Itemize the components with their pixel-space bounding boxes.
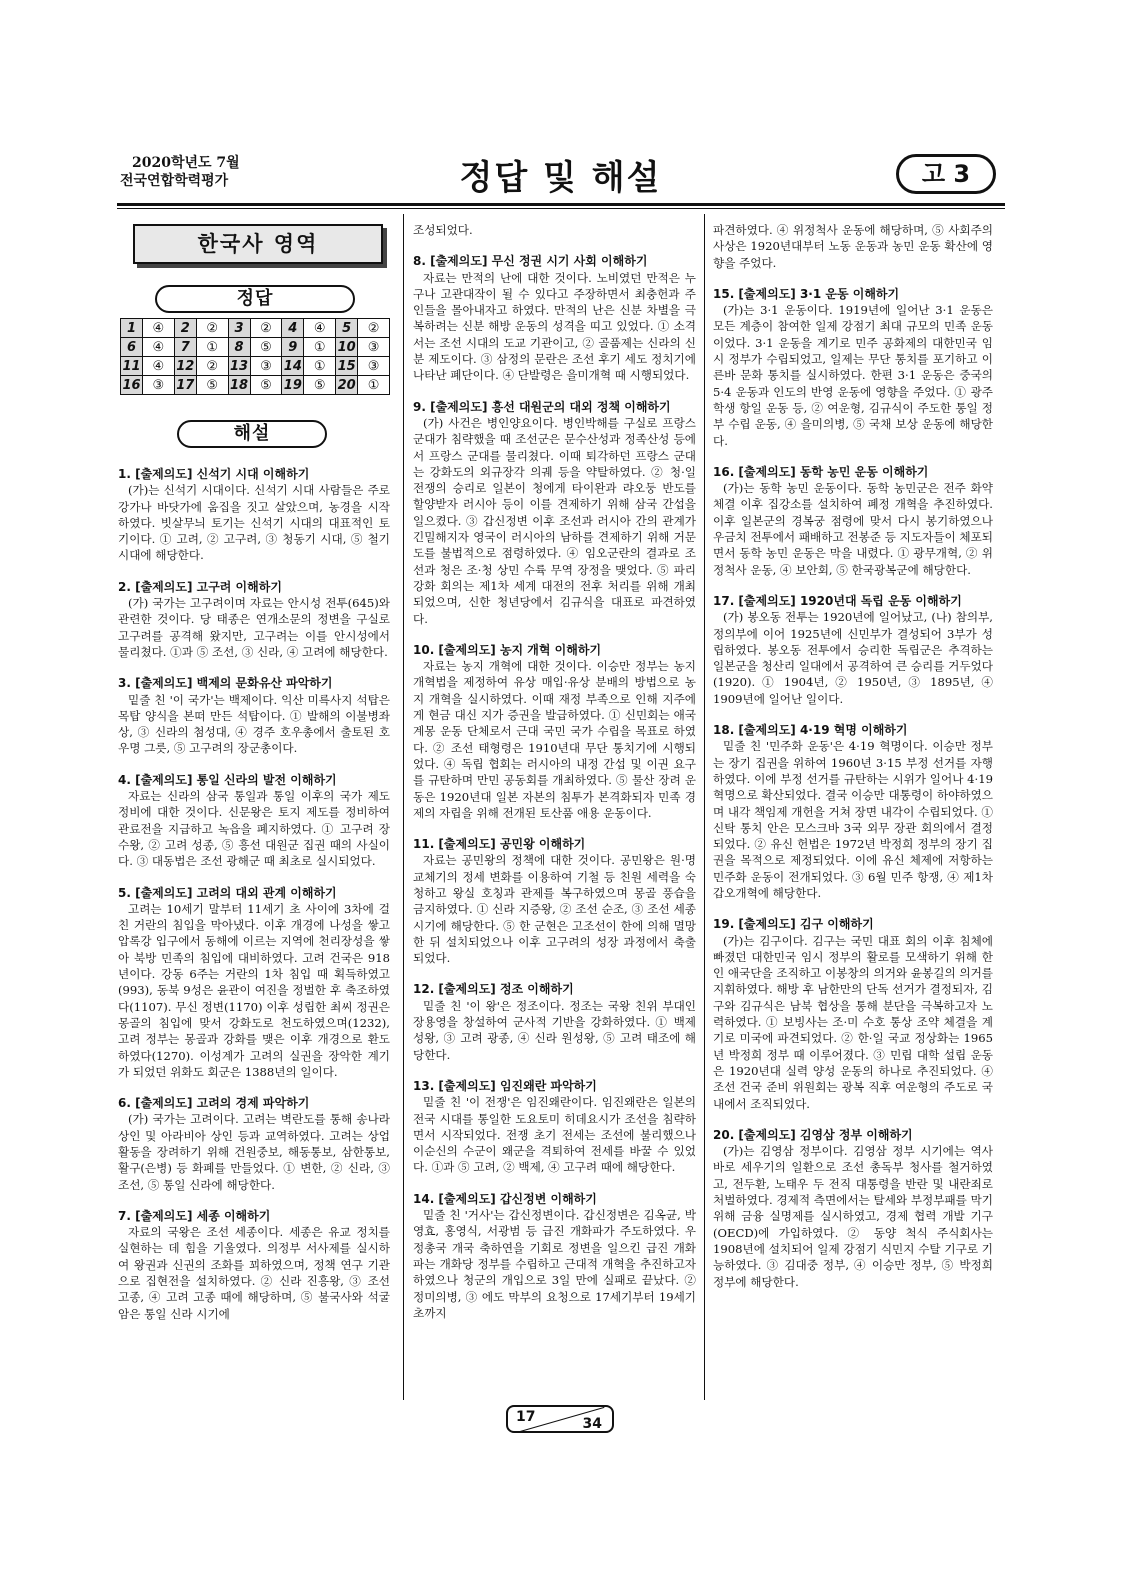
question-number: 12: [176, 358, 195, 374]
answer-choice: ③: [358, 338, 390, 357]
q16-title: 16. [출제의도] 동학 농민 운동 이해하기: [713, 464, 929, 479]
q11-title: 11. [출제의도] 공민왕 이해하기: [413, 837, 586, 852]
question-number: 6: [121, 338, 143, 357]
answer-choice: ⑤: [196, 376, 228, 395]
q15-title: 15. [출제의도] 3·1 운동 이해하기: [713, 286, 900, 301]
question-number: 19: [283, 377, 302, 393]
question-number: 14: [283, 358, 302, 374]
question-number: 4: [282, 319, 304, 338]
question-number: 5: [336, 319, 358, 338]
q10-body: 자료는 농지 개혁에 대한 것이다. 이승만 정부는 농지 개혁법을 제정하여 유상 매입·유상 분배의 방법으로 농지 개혁을 실시하였다. 이때 재정 부족으로 인해 지주에게 현금 대신 지가 증권을 발급하였다. ① 신민회는 애국 계몽 운동 단체로서 근대 국민 국가 수립을 목표로 하였다. ② 조선 태형령은 1910년대 무단 통치기에 시행되었다. ④ 독립 협회는 러시아의 내정 간섭 및 이권 요구를 규탄하며 만민 공동회를 개최하였다. ⑤ 물산 장려 운동은 1920년대 일본 자본의 침투가 본격화되자 민족 경제의 자립을 위해 전개된 토산품 애용 운동이다.: [413, 659, 696, 820]
question-number: 8: [228, 338, 250, 357]
q9-body: (가) 사건은 병인양요이다. 병인박해를 구실로 프랑스 군대가 침략했을 때 조선군은 문수산성과 정족산성 등에서 프랑스 군대를 물리쳤다. 이때 퇴각하던 프랑스 군대는 강화도의 외규장각 의궤 등을 약탈하였다. ② 청·일 전쟁의 승리로 일본이 청에게 타이완과 랴오둥 반도를 할양받자 러시아 등이 이를 견제하기 위해 삼국 간섭을 일으켰다. ③ 갑신정변 이후 조선과 러시아 간의 관계가 긴밀해지자 영국이 러시아의 남하를 견제하기 위해 거문도를 불법적으로 점령하였다. ④ 임오군란의 결과로 조선과 청은 조·청 상민 수륙 무역 장정을 맺었다. ⑤ 파리 강화 회의는 제1차 세계 대전의 전후 처리를 위해 개최되었으며, 신한 청년당에서 김규식을 대표로 파견하였다.: [413, 415, 696, 626]
column-2: [413, 222, 696, 1321]
subject-title: 한국사 영역: [133, 224, 383, 264]
column-divider-2: [704, 214, 705, 1400]
q16-body: (가)는 동학 농민 운동이다. 동학 농민군은 전주 화약 체결 이후 집강소를 설치하여 폐정 개혁을 추진하였다. 이후 일본군의 경복궁 점령에 맞서 다시 봉기하였으나 우금치 전투에서 패배하고 전봉준 등 지도자들이 체포되면서 동학 농민 운동은 막을 내렸다. ① 광무개혁, ② 위정척사 운동, ④ 보안회, ⑤ 한국광복군에 해당한다.: [713, 481, 993, 577]
header-divider-thin: [117, 208, 1005, 209]
answer-choice: ①: [304, 357, 336, 376]
q8-title: 8. [출제의도] 무신 정권 시기 사회 이해하기: [413, 254, 648, 269]
q13-title: 13. [출제의도] 임진왜란 파악하기: [413, 1078, 597, 1093]
exam-name: 전국연합학력평가: [120, 173, 229, 189]
answer-row: [121, 357, 390, 376]
q7-title: 7. [출제의도] 세종 이해하기: [118, 1208, 271, 1223]
question-number: 16: [122, 377, 141, 393]
answer-choice: ④: [304, 319, 336, 338]
answer-choice: ⑤: [250, 338, 282, 357]
answer-choice: ②: [196, 357, 228, 376]
question-number: 9: [282, 338, 304, 357]
exam-year: 2020학년도 7월: [132, 155, 240, 171]
question-number: 2: [174, 319, 196, 338]
answer-choice: ③: [358, 357, 390, 376]
answer-row: [121, 338, 390, 357]
answer-choice: ②: [250, 319, 282, 338]
answer-row: [121, 376, 390, 395]
answer-choice: ⑤: [250, 376, 282, 395]
q6-title: 6. [출제의도] 고려의 경제 파악하기: [118, 1096, 310, 1111]
q14-title: 14. [출제의도] 갑신정변 이해하기: [413, 1191, 597, 1206]
answer-choice: ③: [250, 357, 282, 376]
q6-body: (가) 국가는 고려이다. 고려는 벽란도를 통해 송나라 상인 및 아라비아 상인 등과 교역하였다. 고려는 상업 활동을 장려하기 위해 건원중보, 해동통보, 삼한통보, 활구(은병) 등 화폐를 만들었다. ① 변한, ② 신라, ③ 조선, ⑤ 통일 신라에 해당한다.: [118, 1112, 390, 1192]
column-divider-1: [403, 214, 404, 1400]
answer-choice: ②: [196, 319, 228, 338]
answer-row: [121, 319, 390, 338]
grade-badge: 고 3: [896, 154, 996, 194]
q14-body-continued: 파견하였다. ④ 위정척사 운동에 해당하며, ⑤ 사회주의 사상은 1920년대부터 노동 운동과 농민 운동 확산에 영향을 주었다.: [713, 223, 993, 270]
q1-title: 1. [출제의도] 신석기 시대 이해하기: [118, 467, 310, 481]
question-number: 15: [337, 358, 356, 374]
q7-body-continued: 조성되었다.: [413, 223, 473, 237]
q18-title: 18. [출제의도] 4·19 혁명 이해하기: [713, 723, 908, 738]
question-number: 1: [121, 319, 143, 338]
answer-choice: ②: [358, 319, 390, 338]
header-divider: [117, 203, 1005, 207]
q10-title: 10. [출제의도] 농지 개혁 이해하기: [413, 642, 602, 657]
q4-body: 자료는 신라의 삼국 통일과 통일 이후의 국가 제도 정비에 대한 것이다. 신문왕은 토지 제도를 정비하여 관료전을 지급하고 녹읍을 폐지하였다. ① 고구려 장수왕, ② 고려 성종, ⑤ 흥선 대원군 집권 때의 사실이다. ③ 대동법은 조선 광해군 때 최초로 실시되었다.: [118, 789, 390, 869]
page-title: 정답 및 해설: [459, 158, 662, 198]
total-pages: 34: [582, 1416, 602, 1432]
q20-body: (가)는 김영삼 정부이다. 김영삼 정부 시기에는 역사 바로 세우기의 일환으로 조선 총독부 청사를 철거하였고, 전두환, 노태우 두 전직 대통령을 반란 및 내란죄로 처벌하였다. 경제적 측면에서는 탈세와 부정부패를 막기 위해 금융 실명제를 실시하였고, 경제 협력 개발 기구(OECD)에 가입하였다. ② 동양 척식 주식회사는 1908년에 설치되어 일제 강점기 식민지 수탈 기구로 기능하였다. ③ 김대중 정부, ④ 이승만 정부, ⑤ 박정희 정부에 해당한다.: [713, 1144, 993, 1289]
explanation-heading: 해설: [177, 420, 327, 448]
q3-title: 3. [출제의도] 백제의 문화유산 파악하기: [118, 676, 333, 691]
question-number: 10: [337, 339, 356, 355]
q15-body: (가)는 3·1 운동이다. 1919년에 일어난 3·1 운동은 모든 계층이 참여한 일제 강점기 최대 규모의 민족 운동이었다. 3·1 운동을 계기로 민주 공화제의 대한민국 임시 정부가 수립되었고, 일제는 무단 통치를 포기하고 이른바 문화 통치를 실시하였다. 한편 3·1 운동은 중국의 5·4 운동과 인도의 반영 운동에 영향을 주었다. ① 광주 학생 항일 운동 등, ② 여운형, 김규식이 주도한 통일 정부 수립 운동, ④ 을미의병, ⑤ 국채 보상 운동에 해당한다.: [713, 303, 993, 448]
question-number: 7: [174, 338, 196, 357]
q9-title: 9. [출제의도] 흥선 대원군의 대외 정책 이해하기: [413, 399, 671, 414]
q17-title: 17. [출제의도] 1920년대 독립 운동 이해하기: [713, 593, 962, 608]
q20-title: 20. [출제의도] 김영삼 정부 이해하기: [713, 1127, 913, 1142]
q7-body: 자료의 국왕은 조선 세종이다. 세종은 유교 정치를 실현하는 데 힘을 기울였다. 의정부 서사제를 실시하여 왕권과 신권의 조화를 꾀하였으며, 정책 연구 기관으로 집현전을 설치하였다. ② 신라 진흥왕, ③ 조선 고종, ④ 고려 고종 때에 해당하며, ⑤ 불국사와 석굴암은 통일 신라 시기에: [118, 1225, 390, 1321]
question-number: 18: [230, 377, 249, 393]
question-number: 20: [337, 377, 356, 393]
q17-body: (가) 봉오동 전투는 1920년에 일어났고, (나) 참의부, 정의부에 이어 1925년에 신민부가 결성되어 3부가 성립하였다. 봉오동 전투에서 승리한 독립군은 추격하는 일본군을 청산리 일대에서 공격하여 큰 승리를 거두었다(1920). ① 1904년, ② 1950년, ③ 1895년, ④ 1909년에 일어난 일이다.: [713, 610, 993, 706]
answer-choice: ①: [358, 376, 390, 395]
answer-heading: 정답: [155, 285, 355, 313]
page-number: [506, 1405, 614, 1433]
q1-body: (가)는 신석기 시대이다. 신석기 시대 사람들은 주로 강가나 바닷가에 움집을 짓고 살았으며, 농경을 시작하였다. 빗살무늬 토기는 신석기 시대의 대표적인 토기이다. ① 고려, ② 고구려, ③ 청동기 시대, ⑤ 철기 시대에 해당한다.: [118, 483, 390, 563]
q12-title: 12. [출제의도] 정조 이해하기: [413, 982, 574, 997]
answer-choice: ③: [142, 376, 174, 395]
answer-table: [120, 318, 390, 395]
q12-body: 밑줄 친 '이 왕'은 정조이다. 정조는 국왕 친위 부대인 장용영을 창설하여 군사적 기반을 강화하였다. ① 백제 성왕, ③ 고려 광종, ④ 신라 원성왕, ⑤ 고려 태조에 해당한다.: [413, 998, 696, 1062]
question-number: 17: [176, 377, 195, 393]
q2-body: (가) 국가는 고구려이며 자료는 안시성 전투(645)와 관련한 것이다. 당 태종은 연개소문의 정변을 구실로 고구려를 공격해 왔지만, 고구려는 이를 안시성에서 물리쳤다. ①과 ⑤ 조선, ③ 신라, ④ 고려에 해당한다.: [118, 596, 390, 659]
column-1: [118, 466, 390, 1322]
answer-choice: ④: [142, 357, 174, 376]
answer-choice: ①: [304, 338, 336, 357]
q19-body: (가)는 김구이다. 김구는 국민 대표 회의 이후 침체에 빠졌던 대한민국 임시 정부의 활로를 모색하기 위해 한인 애국단을 조직하고 이봉창의 의거와 윤봉길의 의거를 지휘하였다. 해방 후 남한만의 단독 선거가 결정되자, 김구와 김규식은 남북 협상을 통해 분단을 극복하고자 노력하였다. ① 보빙사는 조·미 수호 통상 조약 체결을 계기로 미국에 파견되었다. ② 한·일 국교 정상화는 1965년 박정희 정부 때 이루어졌다. ③ 민립 대학 설립 운동은 1920년대 실력 양성 운동의 하나로 추진되었다. ④ 조선 건국 준비 위원회는 광복 직후 여운형의 주도로 국내에서 조직되었다.: [713, 933, 993, 1111]
q18-body: 밑줄 친 '민주화 운동'은 4·19 혁명이다. 이승만 정부는 장기 집권을 위하여 1960년 3·15 부정 선거를 자행하였다. 이에 부정 선거를 규탄하는 시위가 일어나 4·19 혁명으로 확산되었다. 결국 이승만 대통령이 하야하였으며 내각 책임제 개헌을 거쳐 장면 내각이 수립되었다. ① 신탁 통치 안은 모스크바 3국 외무 장관 회의에서 결정되었다. ② 유신 헌법은 1972년 박정희 정부의 장기 집권을 목적으로 제정되었다. 이에 유신 체제에 저항하는 민주화 운동이 전개되었다. ③ 6월 민주 항쟁, ④ 제1차 갑오개혁에 해당한다.: [713, 739, 993, 900]
q11-body: 자료는 공민왕의 정책에 대한 것이다. 공민왕은 원·명 교체기의 정세 변화를 이용하여 기철 등 친원 세력을 숙청하고 왕실 호칭과 관제를 복구하였으며 몽골 풍습을 금지하였다. ① 신라 지증왕, ② 조선 순조, ③ 조선 세종 시기에 해당한다. ⑤ 한 군현은 고조선이 한에 의해 멸망한 뒤 설치되었으나 이후 고구려의 성장 과정에서 축출되었다.: [413, 853, 696, 966]
q13-body: 밑줄 친 '이 전쟁'은 임진왜란이다. 임진왜란은 일본의 전국 시대를 통일한 도요토미 히데요시가 조선을 침략하면서 시작되었다. 전쟁 초기 전세는 조선에 불리했으나 이순신의 수군이 왜군을 격퇴하여 전세를 바꿀 수 있었다. ①과 ⑤ 고려, ② 백제, ④ 고구려 때에 해당한다.: [413, 1095, 696, 1175]
current-page: 17: [516, 1409, 536, 1425]
q5-body: 고려는 10세기 말부터 11세기 초 사이에 3차에 걸친 거란의 침입을 막아냈다. 이후 개경에 나성을 쌓고 압록강 입구에서 동해에 이르는 지역에 천리장성을 쌓아 북방 민족의 침입에 대비하였다. 고려 건국은 918년이다. 강동 6주는 거란의 1차 침입 때 획득하였고(993), 동북 9성은 윤관이 여진을 정벌한 후 축조하였다(1107). 무신 정변(1170) 이후 성립한 최씨 정권은 몽골의 침입에 맞서 강화도로 천도하였으며(1232), 고려 정부는 몽골과 강화를 맺은 이후 개경으로 환도하였다(1270). 이성계가 고려의 실권을 장악한 계기가 되었던 위화도 회군은 1388년의 일이다.: [118, 901, 390, 1079]
q19-title: 19. [출제의도] 김구 이해하기: [713, 917, 874, 932]
q4-title: 4. [출제의도] 통일 신라의 발전 이해하기: [118, 772, 337, 787]
q2-title: 2. [출제의도] 고구려 이해하기: [118, 579, 282, 594]
q3-body: 밑줄 친 '이 국가'는 백제이다. 익산 미륵사지 석탑은 목탑 양식을 본떠 만든 석탑이다. ① 발해의 이불병좌상, ③ 신라의 첨성대, ④ 경주 호우총에서 출토된 호우명 그릇, ⑤ 고구려의 장군총이다.: [118, 692, 390, 756]
q8-body: 자료는 만적의 난에 대한 것이다. 노비였던 만적은 누구나 고관대작이 될 수 있다고 주장하면서 최충헌과 주인들을 몰아내자고 하였다. 만적의 난은 신분 차별을 극복하려는 신분 해방 운동의 성격을 띠고 있었다. ① 소격서는 조선 시대의 도교 기관이고, ② 골품제는 신라의 신분 제도이다. ③ 삼정의 문란은 조선 후기 세도 정치기에 나타난 폐단이다. ④ 단발령은 을미개혁 때 시행되었다.: [413, 270, 696, 383]
q14-body: 밑줄 친 '거사'는 갑신정변이다. 갑신정변은 김옥균, 박영효, 홍영식, 서광범 등 급진 개화파가 주도하였다. 우정총국 개국 축하연을 기회로 정변을 일으킨 급진 개화파는 개화당 정부를 수립하고 근대적 개혁을 추진하고자 하였으나 청군의 개입으로 3일 만에 실패로 끝났다. ② 정미의병, ③ 에도 막부의 요청으로 17세기부터 19세기 초까지: [413, 1208, 696, 1320]
question-number: 11: [122, 358, 141, 374]
q5-title: 5. [출제의도] 고려의 대외 관계 이해하기: [118, 885, 337, 900]
question-number: 13: [230, 358, 249, 374]
question-number: 3: [228, 319, 250, 338]
column-3: [713, 222, 993, 1290]
answer-choice: ⑤: [304, 376, 336, 395]
answer-choice: ①: [196, 338, 228, 357]
answer-choice: ④: [142, 319, 174, 338]
answer-choice: ④: [142, 338, 174, 357]
